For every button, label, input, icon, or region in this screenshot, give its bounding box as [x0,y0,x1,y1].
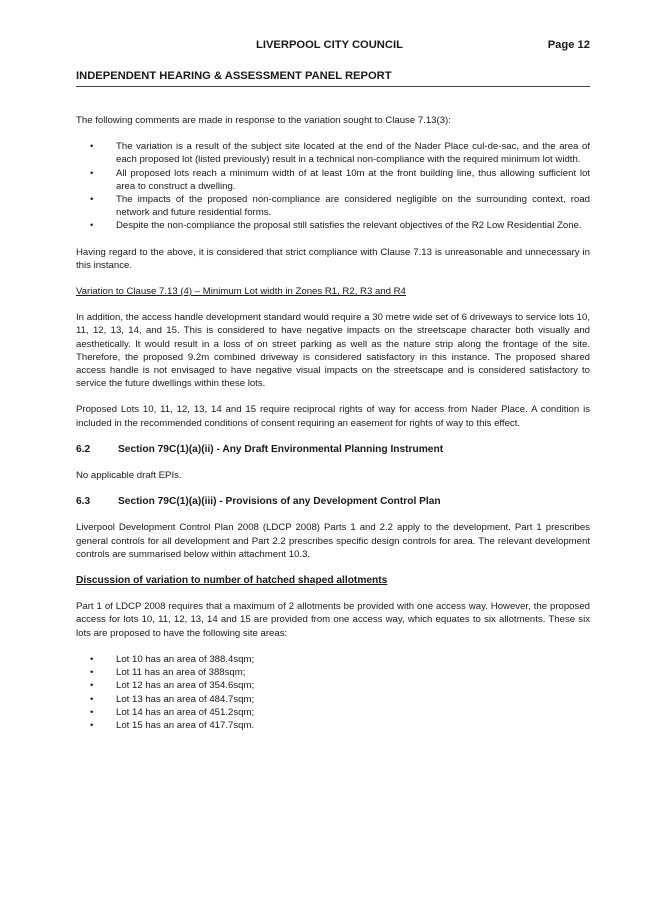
list-item: • Lot 15 has an area of 417.7sqm. [90,719,255,731]
section-6-3-heading [76,495,590,508]
variation-subheading: Variation to Clause 7.13 (4) – Minimum Lot width in Zones R1, R2, R3 and R4 [76,286,406,298]
variation-comments-list [76,140,590,232]
page-number: Page 12 [547,39,590,51]
access-handle-paragraph: In addition, the access handle development standard would require a 30 metre wide set of 6 driveways to service lots 10, 11, 12, 13, 14, and 15. This is considered to have negative impacts on the streetscape character both visually and aesthetically. It would result in a loss of on street parking as well as the nature strip along the frontage of the site. Therefore, the proposed 9.2m combined driveway is considered satisfactory in this instance. The proposed shared access handle is not envisaged to have negative visual impacts on the streetscape and is considered satisfactory to service the future dwellings within these lots. [76,312,590,390]
discussion-heading: Discussion of variation to number of hatched shaped allotments [76,575,388,587]
bullet-icon: • [90,653,94,665]
bullet-icon: • [90,194,94,206]
ldcp-paragraph: Liverpool Development Control Plan 2008 (LDCP 2008) Parts 1 and 2.2 apply to the development. Part 1 prescribes general controls for all development and Part 2.2 prescribes specific design controls for area. The relevant development controls are summarised below within attachment 10.3. [76,522,590,560]
intro-paragraph: The following comments are made in response to the variation sought to Clause 7.13(3): [76,115,451,126]
council-name: LIVERPOOL CITY COUNCIL [256,39,403,51]
bullet-icon: • [90,680,94,692]
part1-paragraph: Part 1 of LDCP 2008 requires that a maximum of 2 allotments be provided with one access way. However, the proposed access for lots 10, 11, 12, 13, 14 and 15 are provided from one access way, which equates to six allotments. These six lots are proposed to have the following site areas: [76,601,590,639]
bullet-icon: • [90,706,94,718]
document-body [76,114,590,745]
list-item: • Despite the non-compliance the proposal still satisfies the relevant objectives of the R2 Low Residential Zone. [90,220,582,232]
section-number: 6.3 [76,496,91,508]
bullet-icon: • [90,667,94,679]
bullet-icon: • [90,167,94,179]
having-regard-paragraph: Having regard to the above, it is considered that strict compliance with Clause 7.13 is unreasonable and unnecessary in this instance. [76,246,590,271]
header-divider [76,86,590,87]
no-draft-paragraph: No applicable draft EPIs. [76,470,182,482]
list-item: • The impacts of the proposed non-compliance are considered negligible on the surrounding context, road network and future residential forms. [90,194,590,219]
bullet-icon: • [90,141,94,153]
bullet-icon: • [90,693,94,705]
section-title: Section 79C(1)(a)(iii) - Provisions of any Development Control Plan [118,496,441,508]
list-item: • Lot 14 has an area of 451.2sqm; [90,706,255,718]
page-header [76,39,590,53]
list-item: • Lot 12 has an area of 354.6sqm; [90,680,255,692]
list-item: • Lot 10 has an area of 388.4sqm; [90,653,255,665]
section-number: 6.2 [76,443,91,455]
rights-of-way-paragraph: Proposed Lots 10, 11, 12, 13, 14 and 15 require reciprocal rights of way for access from Nader Place. A condition is included in the recommended conditions of consent requiring an easement for rights of way to this effect. [76,404,590,429]
section-title: Section 79C(1)(a)(ii) - Any Draft Environmental Planning Instrument [118,443,444,455]
list-item: • Lot 13 has an area of 484.7sqm; [90,693,255,705]
list-item: • The variation is a result of the subject site located at the end of the Nader Place cul-de-sac, and the area of each proposed lot (listed previously) result in a technical non-compliance with the required minimum lot width. [90,141,590,166]
bullet-icon: • [90,220,94,232]
list-item: • Lot 11 has an area of 388sqm; [90,667,246,679]
section-6-2-heading [76,443,590,456]
bullet-icon: • [90,719,94,731]
lot-areas-list [76,653,590,732]
list-item: • All proposed lots reach a minimum width of at least 10m at the front building line, thus allowing sufficient lot area to construct a dwelling. [90,167,590,192]
report-title: INDEPENDENT HEARING & ASSESSMENT PANEL REPORT [76,70,392,82]
